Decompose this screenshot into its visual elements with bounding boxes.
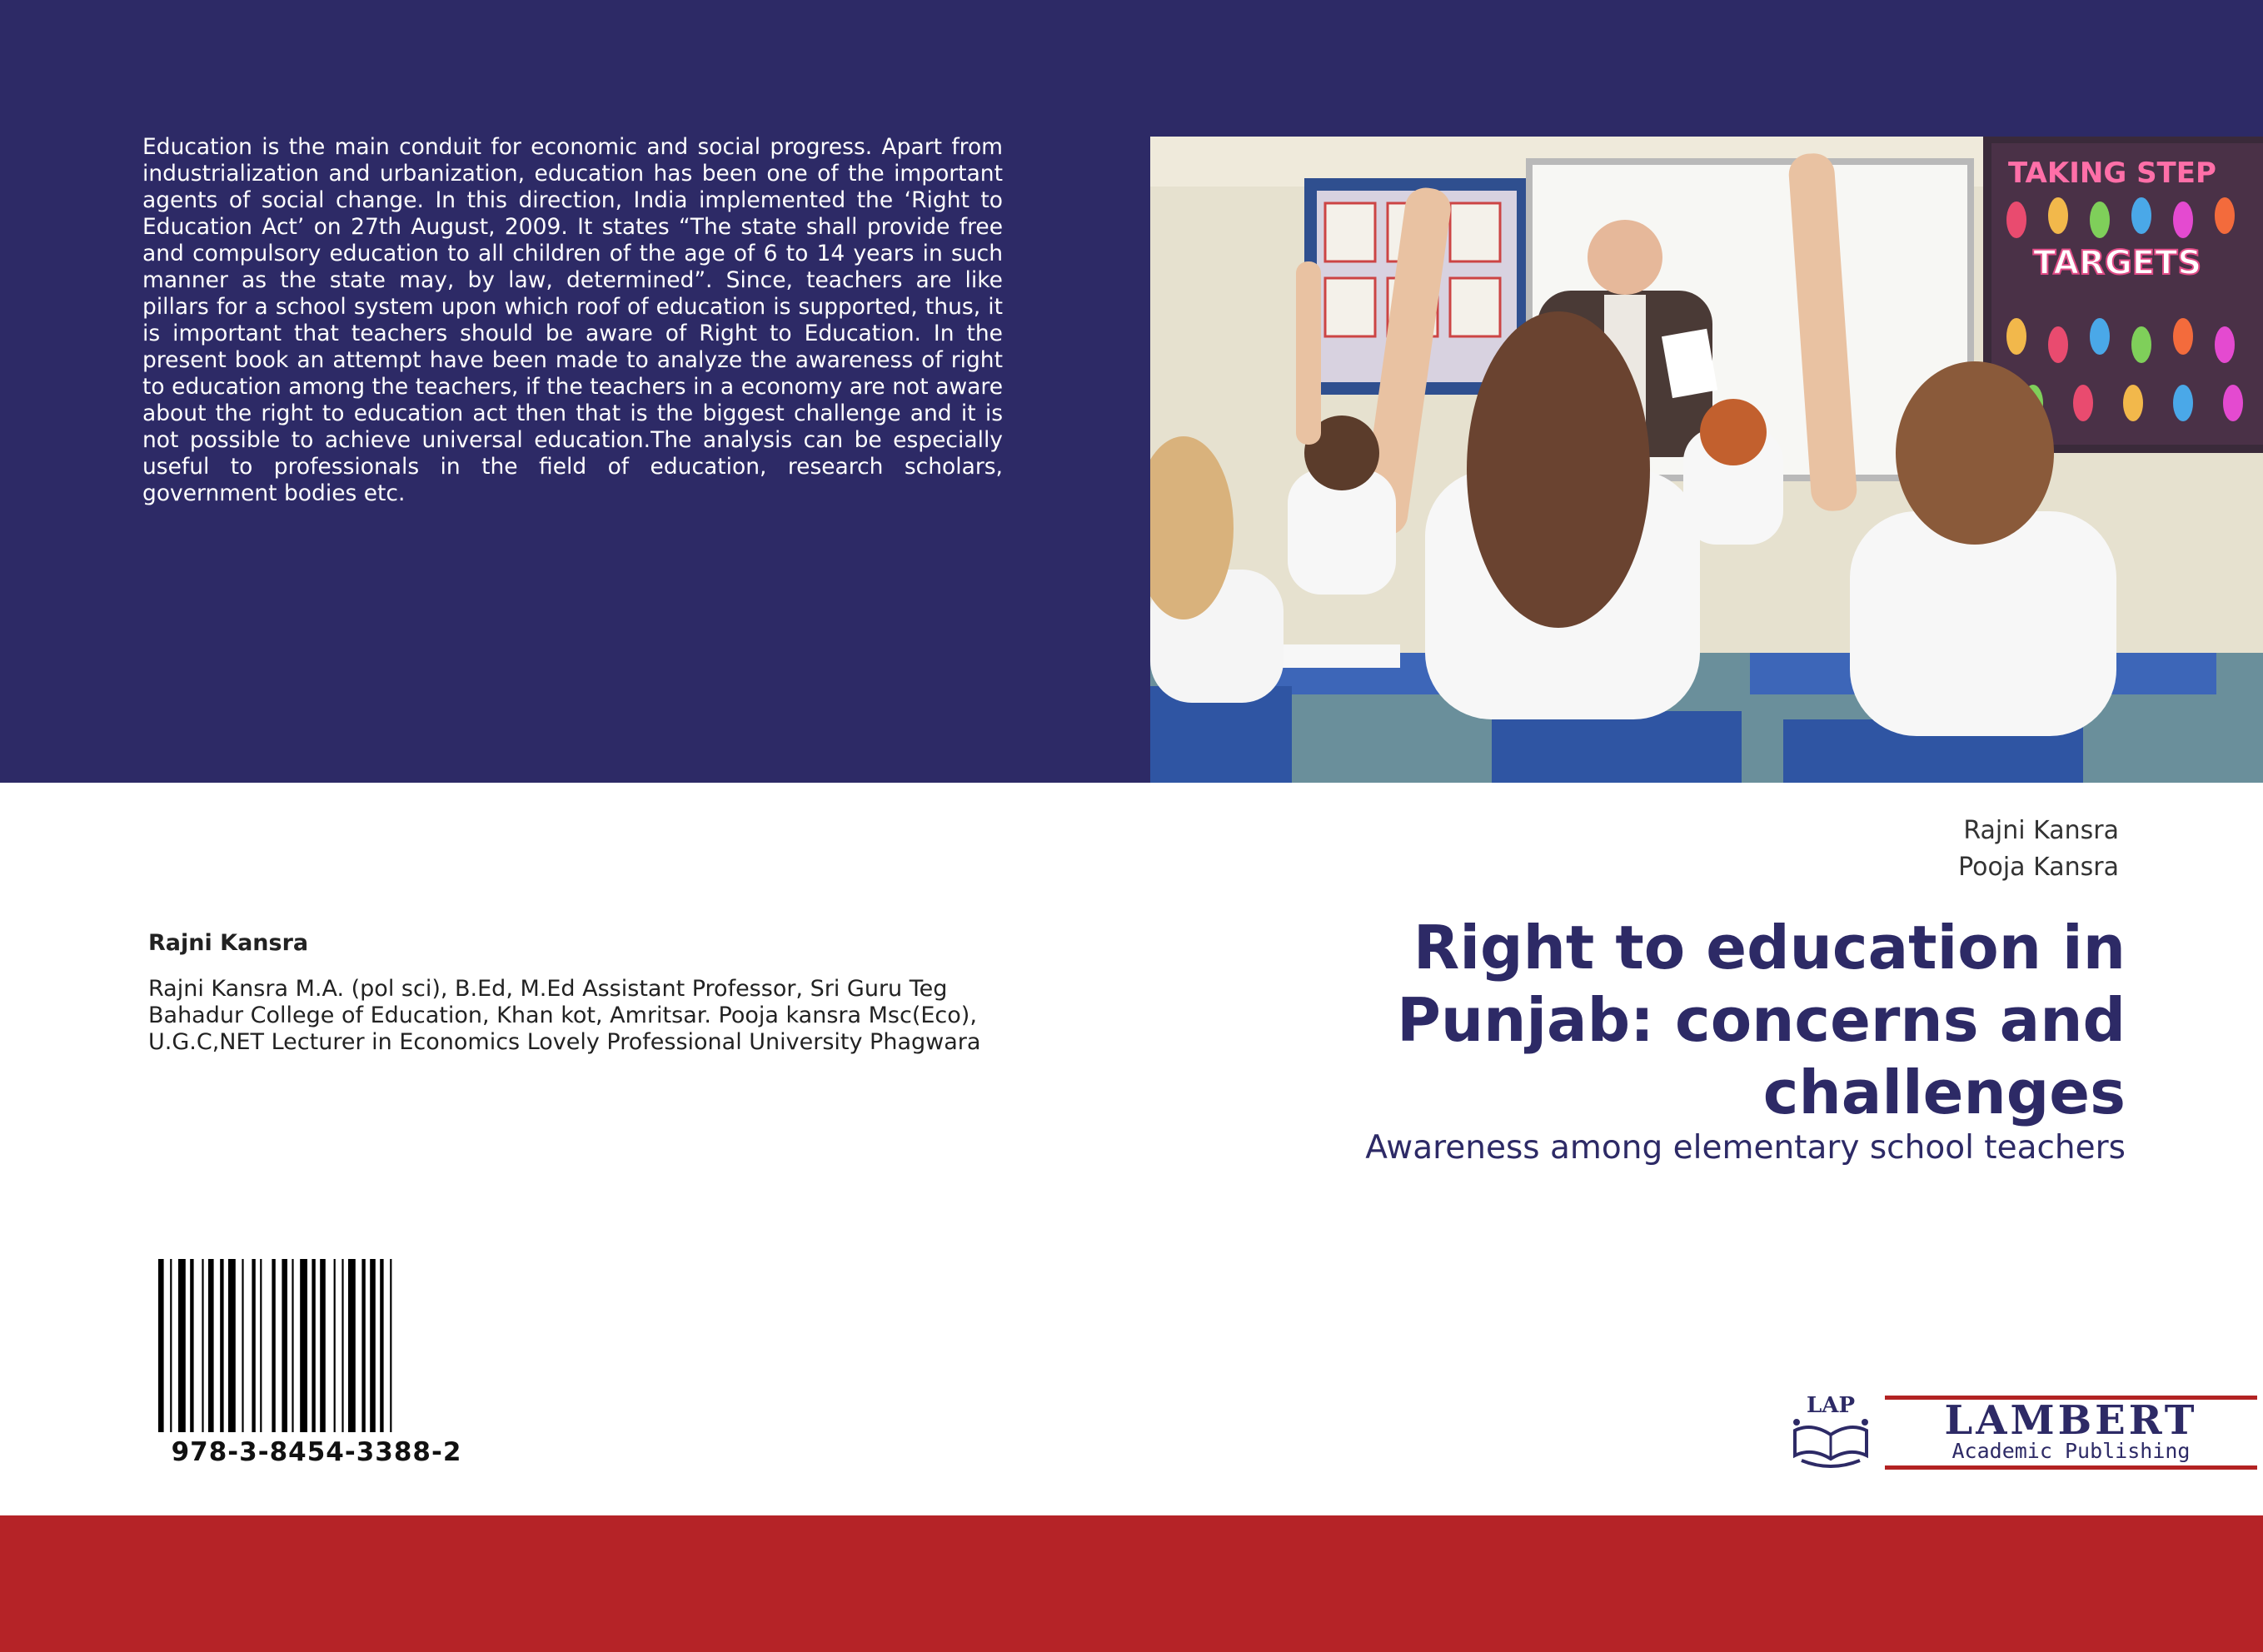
- barcode-bar: [252, 1259, 255, 1432]
- back-cover-blurb: Education is the main conduit for economic and social progress. Apart from industrialization and urbanization, education has been one of the important agents of social change. In this direction, India implemented the ‘Right to Education Act’ on 27th August, 2009. It states “The state shall provide free and compulsory education to all children of the age of 6 to 14 years in such manner as the state may, by law, determined”. Since, teachers are like pillars for a school system upon which roof of education is supported, thus, it is important that teachers should be aware of Right to Education. In the present book an attempt have been made to analyze the awareness of right to education among the teachers, if the teachers in a economy are not aware about the right to education act then that is the biggest challenge and it is not possible to achieve universal education.The analysis can be especially useful to professionals in the field of education, research scholars, government bodies etc.: [142, 134, 1003, 506]
- barcode-bar: [370, 1259, 376, 1432]
- publisher-emblem-icon: [1787, 1389, 1875, 1472]
- barcode-bar: [348, 1259, 356, 1432]
- barcode-bar: [178, 1259, 186, 1432]
- barcode-bar: [202, 1259, 203, 1432]
- barcode-bar: [190, 1259, 193, 1432]
- front-author-2: Pooja Kansra: [1958, 853, 2119, 882]
- book-title: Right to education in Punjab: concerns and challenges: [1397, 913, 2126, 1127]
- publisher-bottom-rule: [1885, 1465, 2257, 1470]
- barcode-bar: [320, 1259, 326, 1432]
- front-author-1: Rajni Kansra: [1963, 816, 2119, 845]
- barcode-bar: [380, 1259, 383, 1432]
- barcode-bar: [208, 1259, 214, 1432]
- barcode-bar: [272, 1259, 275, 1432]
- publisher-name: LAMBERT: [1944, 1397, 2198, 1444]
- barcode-bar: [361, 1259, 365, 1432]
- barcode-bar: [300, 1259, 307, 1432]
- barcode-bar: [158, 1259, 164, 1432]
- barcode-bar: [334, 1259, 336, 1432]
- bottom-red-band: [0, 1515, 2263, 1652]
- publisher-subtitle: Academic Publishing: [1951, 1439, 2191, 1463]
- cover-photo-classroom: [1150, 137, 2263, 783]
- back-cover-bio-text: Rajni Kansra M.A. (pol sci), B.Ed, M.Ed Assistant Professor, Sri Guru Teg Bahadur College of Education, Khan kot, Amritsar. Pooja kansra Msc(Eco), U.G.C,NET Lecturer in Economics Lovely Professional University Phagwara: [148, 976, 981, 1055]
- barcode-bar: [390, 1259, 391, 1432]
- isbn-number: 978-3-8454-3388-2: [171, 1437, 462, 1467]
- front-cover-authors: [1958, 813, 2119, 886]
- barcode-bar: [292, 1259, 293, 1432]
- publisher-emblem-text: LAP: [1806, 1393, 1856, 1418]
- photo-board-text-1: TAKING STEP: [2008, 157, 2216, 190]
- barcode-bar: [260, 1259, 262, 1432]
- barcode-bar: [228, 1259, 236, 1432]
- barcode-bar: [242, 1259, 243, 1432]
- photo-board-text-2: TARGETS: [2033, 244, 2202, 282]
- back-cover-bio-name: Rajni Kansra: [148, 930, 309, 956]
- barcode-bar: [220, 1259, 223, 1432]
- isbn-barcode: [158, 1259, 475, 1432]
- barcode-bar: [170, 1259, 172, 1432]
- barcode-bar: [312, 1259, 315, 1432]
- barcode-bar: [341, 1259, 343, 1432]
- publisher-logo: [1787, 1389, 2198, 1472]
- barcode-bar: [282, 1259, 287, 1432]
- book-subtitle: Awareness among elementary school teachers: [1365, 1129, 2126, 1167]
